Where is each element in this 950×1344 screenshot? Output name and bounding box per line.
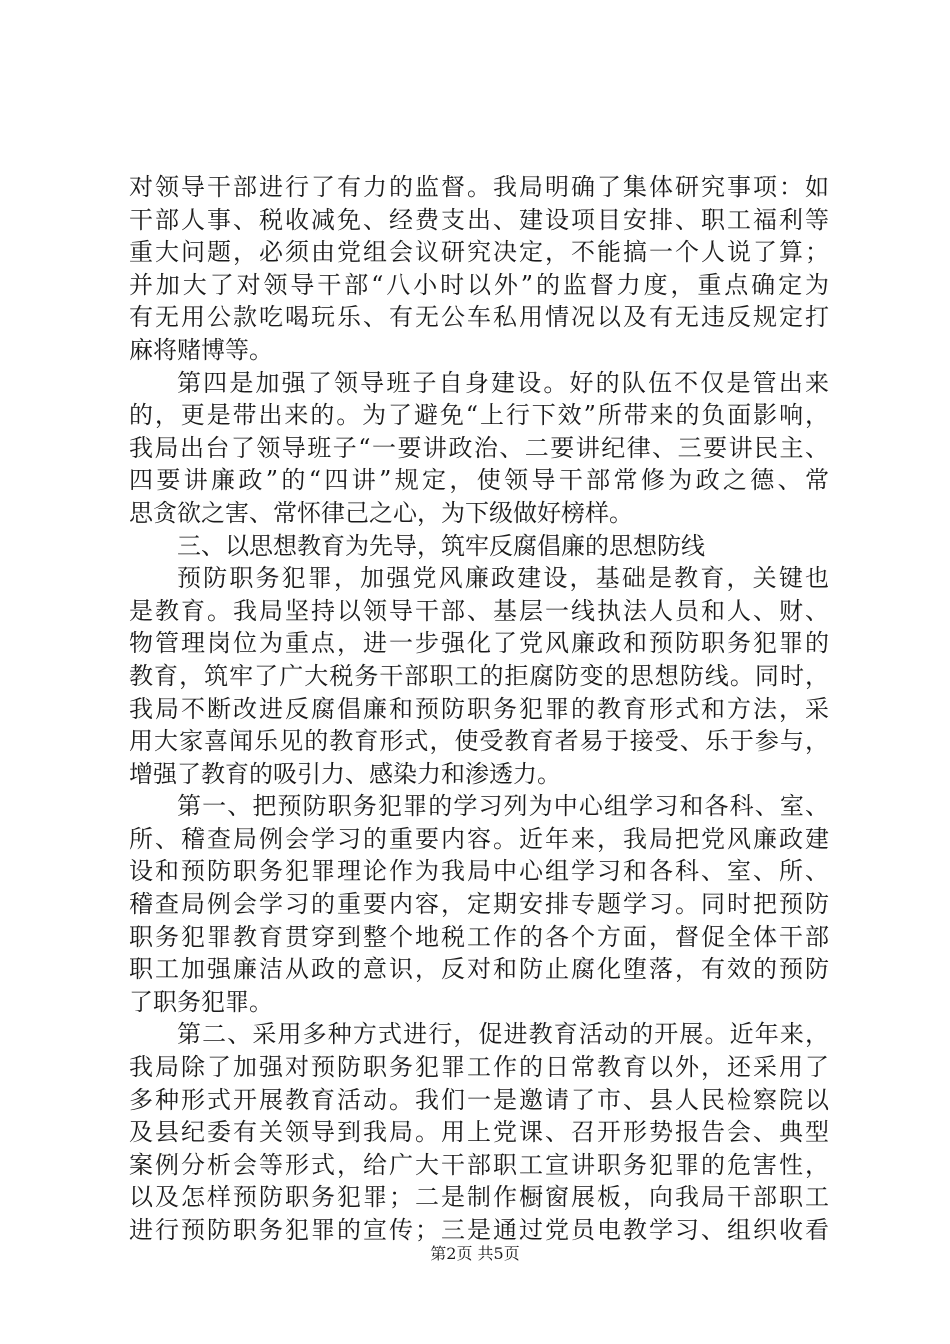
body-line: 物管理岗位为重点，进一步强化了党风廉政和预防职务犯罪的 xyxy=(129,629,829,658)
body-line: 干部人事、税收减免、经费支出、建设项目安排、职工福利等 xyxy=(129,205,829,234)
body-line: 四要讲廉政”的“四讲”规定，使领导干部常修为政之德、常 xyxy=(129,466,829,495)
body-line: 的，更是带出来的。为了避免“上行下效”所带来的负面影响， xyxy=(129,401,829,430)
body-line: 麻将赌博等。 xyxy=(129,335,273,364)
body-line: 第一、把预防职务犯罪的学习列为中心组学习和各科、室、 xyxy=(177,792,829,821)
body-line: 对领导干部进行了有力的监督。我局明确了集体研究事项：如 xyxy=(129,173,829,201)
body-line: 多种形式开展教育活动。我们一是邀请了市、县人民检察院以 xyxy=(129,1085,829,1114)
page-number-footer: 第2页 共5页 xyxy=(430,1244,520,1263)
body-line: 职务犯罪教育贯穿到整个地税工作的各个方面，督促全体干部 xyxy=(129,922,829,951)
body-line: 案例分析会等形式，给广大干部职工宣讲职务犯罪的危害性， xyxy=(129,1150,829,1179)
body-line: 增强了教育的吸引力、感染力和渗透力。 xyxy=(129,759,561,788)
body-line: 我局除了加强对预防职务犯罪工作的日常教育以外，还采用了 xyxy=(129,1053,829,1082)
body-line: 所、稽查局例会学习的重要内容。近年来，我局把党风廉政建 xyxy=(129,824,829,853)
body-line: 思贪欲之害、常怀律己之心，为下级做好榜样。 xyxy=(129,498,633,527)
body-line: 我局出台了领导班子“一要讲政治、二要讲纪律、三要讲民主、 xyxy=(129,433,829,462)
body-line: 我局不断改进反腐倡廉和预防职务犯罪的教育形式和方法，采 xyxy=(129,694,829,723)
body-line: 重大问题，必须由党组会议研究决定，不能搞一个人说了算； xyxy=(129,238,829,267)
body-line: 第二、采用多种方式进行，促进教育活动的开展。近年来， xyxy=(177,1020,829,1049)
body-line: 并加大了对领导干部“八小时以外”的监督力度，重点确定为 xyxy=(129,270,829,299)
body-line: 第四是加强了领导班子自身建设。好的队伍不仅是管出来 xyxy=(177,368,829,397)
body-line: 教育，筑牢了广大税务干部职工的拒腐防变的思想防线。同时， xyxy=(129,661,829,690)
body-line: 及县纪委有关领导到我局。用上党课、召开形势报告会、典型 xyxy=(129,1118,829,1147)
body-line: 职工加强廉洁从政的意识，反对和防止腐化堕落，有效的预防 xyxy=(129,955,829,984)
body-line: 以及怎样预防职务犯罪；二是制作橱窗展板，向我局干部职工 xyxy=(129,1183,829,1212)
body-line: 有无用公款吃喝玩乐、有无公车私用情况以及有无违反规定打 xyxy=(129,303,829,332)
body-line: 了职务犯罪。 xyxy=(129,987,273,1016)
body-line: 稽查局例会学习的重要内容，定期安排专题学习。同时把预防 xyxy=(129,890,829,919)
body-line: 进行预防职务犯罪的宣传；三是通过党员电教学习、组织收看 xyxy=(129,1216,829,1244)
body-line: 预防职务犯罪，加强党风廉政建设，基础是教育，关键也 xyxy=(177,564,829,593)
body-line: 是教育。我局坚持以领导干部、基层一线执法人员和人、财、 xyxy=(129,596,829,625)
section-heading: 三、以思想教育为先导，筑牢反腐倡廉的思想防线 xyxy=(177,531,705,560)
body-line: 设和预防职务犯罪理论作为我局中心组学习和各科、室、所、 xyxy=(129,857,829,886)
document-body xyxy=(129,171,829,1247)
body-line: 用大家喜闻乐见的教育形式，使受教育者易于接受、乐于参与， xyxy=(129,727,829,756)
